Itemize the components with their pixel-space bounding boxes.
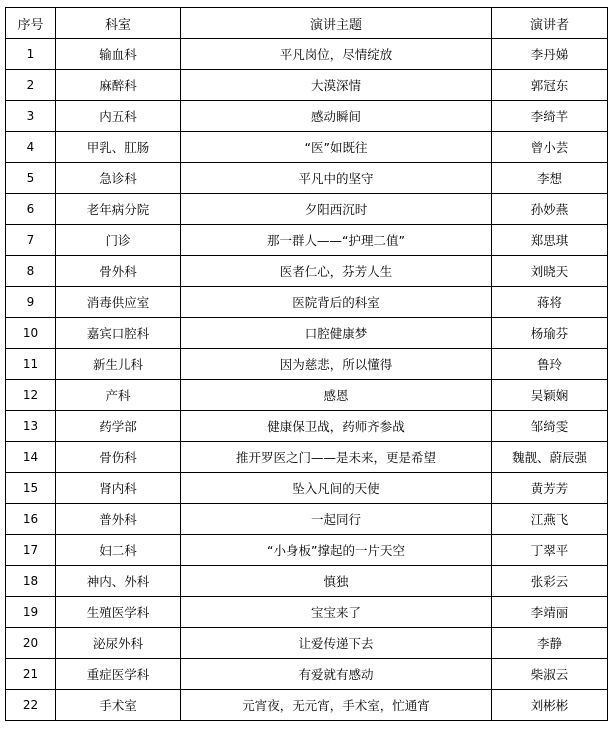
cell-topic: 平凡岗位，尽情绽放 — [181, 39, 492, 70]
cell-department: 泌尿外科 — [56, 628, 181, 659]
cell-department: 内五科 — [56, 101, 181, 132]
table-row — [6, 659, 608, 690]
table-row — [6, 225, 608, 256]
cell-topic: 平凡中的坚守 — [181, 163, 492, 194]
table-row — [6, 287, 608, 318]
cell-speaker: 郭冠东 — [492, 70, 608, 101]
cell-index: 20 — [6, 628, 56, 659]
table-row — [6, 628, 608, 659]
cell-department: 门诊 — [56, 225, 181, 256]
cell-department: 手术室 — [56, 690, 181, 721]
header-row — [6, 8, 608, 39]
cell-index: 6 — [6, 194, 56, 225]
cell-topic: 口腔健康梦 — [181, 318, 492, 349]
table-row — [6, 442, 608, 473]
table-row — [6, 318, 608, 349]
table-body — [6, 39, 608, 721]
cell-index: 13 — [6, 411, 56, 442]
cell-speaker: 刘晓天 — [492, 256, 608, 287]
cell-department: 普外科 — [56, 504, 181, 535]
table-row — [6, 380, 608, 411]
cell-topic: 那一群人——“护理二值” — [181, 225, 492, 256]
cell-index: 15 — [6, 473, 56, 504]
cell-index: 12 — [6, 380, 56, 411]
cell-index: 2 — [6, 70, 56, 101]
cell-index: 22 — [6, 690, 56, 721]
header-index: 序号 — [6, 8, 56, 39]
cell-department: 产科 — [56, 380, 181, 411]
cell-index: 11 — [6, 349, 56, 380]
cell-speaker: 柴淑云 — [492, 659, 608, 690]
cell-speaker: 魏靓、蔚辰强 — [492, 442, 608, 473]
cell-department: 骨外科 — [56, 256, 181, 287]
cell-department: 神内、外科 — [56, 566, 181, 597]
cell-department: 重症医学科 — [56, 659, 181, 690]
cell-department: 药学部 — [56, 411, 181, 442]
cell-speaker: 李静 — [492, 628, 608, 659]
cell-index: 5 — [6, 163, 56, 194]
cell-topic: “小身板”撑起的一片天空 — [181, 535, 492, 566]
cell-index: 19 — [6, 597, 56, 628]
cell-topic: 一起同行 — [181, 504, 492, 535]
table-row — [6, 504, 608, 535]
cell-topic: 推开罗医之门——是未来，更是希望 — [181, 442, 492, 473]
table-row — [6, 473, 608, 504]
cell-department: 肾内科 — [56, 473, 181, 504]
cell-topic: 因为慈悲，所以懂得 — [181, 349, 492, 380]
cell-index: 8 — [6, 256, 56, 287]
cell-topic: 宝宝来了 — [181, 597, 492, 628]
cell-speaker: 杨瑜芬 — [492, 318, 608, 349]
cell-index: 16 — [6, 504, 56, 535]
table-row — [6, 163, 608, 194]
cell-index: 14 — [6, 442, 56, 473]
cell-topic: 元宵夜，无元宵，手术室，忙通宵 — [181, 690, 492, 721]
cell-index: 18 — [6, 566, 56, 597]
cell-speaker: 丁翠平 — [492, 535, 608, 566]
cell-department: 甲乳、肛肠 — [56, 132, 181, 163]
cell-speaker: 李想 — [492, 163, 608, 194]
cell-topic: 健康保卫战，药师齐参战 — [181, 411, 492, 442]
cell-topic: 医者仁心，芬芳人生 — [181, 256, 492, 287]
table-row — [6, 349, 608, 380]
cell-department: 消毒供应室 — [56, 287, 181, 318]
cell-speaker: 江燕飞 — [492, 504, 608, 535]
cell-department: 生殖医学科 — [56, 597, 181, 628]
cell-speaker: 李丹娣 — [492, 39, 608, 70]
cell-index: 3 — [6, 101, 56, 132]
table-row — [6, 690, 608, 721]
cell-topic: “医”如既往 — [181, 132, 492, 163]
table-row — [6, 132, 608, 163]
cell-index: 4 — [6, 132, 56, 163]
table-row — [6, 101, 608, 132]
cell-department: 输血科 — [56, 39, 181, 70]
cell-speaker: 鲁玲 — [492, 349, 608, 380]
table-row — [6, 566, 608, 597]
cell-speaker: 张彩云 — [492, 566, 608, 597]
cell-department: 新生儿科 — [56, 349, 181, 380]
cell-department: 急诊科 — [56, 163, 181, 194]
cell-department: 嘉宾口腔科 — [56, 318, 181, 349]
table-row — [6, 194, 608, 225]
cell-department: 妇二科 — [56, 535, 181, 566]
cell-topic: 让爱传递下去 — [181, 628, 492, 659]
table-row — [6, 70, 608, 101]
cell-speaker: 吴颖娴 — [492, 380, 608, 411]
cell-speaker: 黄芳芳 — [492, 473, 608, 504]
cell-speaker: 蒋将 — [492, 287, 608, 318]
cell-index: 10 — [6, 318, 56, 349]
table-row — [6, 597, 608, 628]
table-header — [6, 8, 608, 39]
speech-schedule-table — [5, 7, 608, 721]
cell-department: 骨伤科 — [56, 442, 181, 473]
cell-speaker: 孙妙燕 — [492, 194, 608, 225]
cell-topic: 大漠深情 — [181, 70, 492, 101]
cell-index: 17 — [6, 535, 56, 566]
cell-index: 9 — [6, 287, 56, 318]
table-row — [6, 256, 608, 287]
cell-topic: 慎独 — [181, 566, 492, 597]
cell-department: 老年病分院 — [56, 194, 181, 225]
speech-schedule-table-wrapper — [5, 7, 608, 721]
cell-index: 21 — [6, 659, 56, 690]
cell-topic: 感恩 — [181, 380, 492, 411]
cell-topic: 有爱就有感动 — [181, 659, 492, 690]
cell-speaker: 李靖丽 — [492, 597, 608, 628]
cell-speaker: 郑思琪 — [492, 225, 608, 256]
cell-topic: 医院背后的科室 — [181, 287, 492, 318]
header-department: 科室 — [56, 8, 181, 39]
cell-index: 7 — [6, 225, 56, 256]
cell-topic: 夕阳西沉时 — [181, 194, 492, 225]
cell-speaker: 刘彬彬 — [492, 690, 608, 721]
cell-speaker: 李绮芊 — [492, 101, 608, 132]
cell-department: 麻醉科 — [56, 70, 181, 101]
cell-topic: 感动瞬间 — [181, 101, 492, 132]
header-speaker: 演讲者 — [492, 8, 608, 39]
header-topic: 演讲主题 — [181, 8, 492, 39]
cell-index: 1 — [6, 39, 56, 70]
cell-speaker: 曾小芸 — [492, 132, 608, 163]
cell-topic: 坠入凡间的天使 — [181, 473, 492, 504]
table-row — [6, 411, 608, 442]
table-row — [6, 39, 608, 70]
table-row — [6, 535, 608, 566]
cell-speaker: 邹绮雯 — [492, 411, 608, 442]
